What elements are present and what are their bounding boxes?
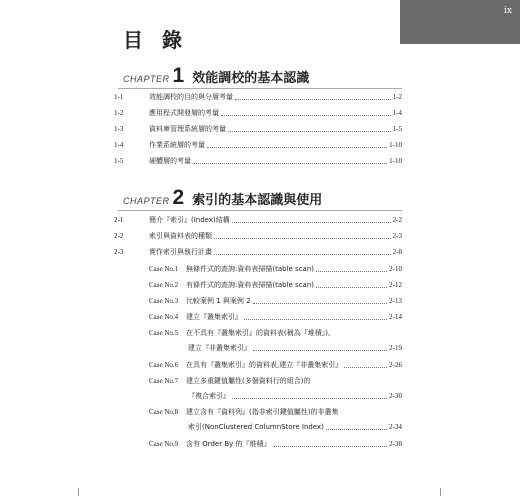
toc-entry[interactable] — [114, 122, 402, 136]
chapter-2-rule — [118, 210, 402, 211]
case-title: 建立多重鍵值屬性(多個資料行的組合)的 — [186, 377, 311, 385]
leader-dots — [214, 245, 391, 255]
leader-dots — [232, 389, 387, 399]
case-title-continued: 『複合索引』 — [188, 392, 230, 400]
case-entry[interactable] — [114, 278, 402, 292]
entry-number: 2-3 — [114, 248, 124, 256]
case-entry[interactable] — [114, 262, 402, 276]
chapter-1-heading — [123, 64, 309, 88]
case-title: 有條件式的查詢:資料表掃描(table scan) — [186, 281, 314, 289]
entry-page: 1-10 — [389, 157, 402, 165]
leader-dots — [253, 341, 387, 351]
toc-title: 目 錄 — [123, 28, 188, 52]
leader-dots — [344, 358, 387, 368]
entry-page: 1-4 — [392, 109, 402, 117]
case-number: Case No.1 — [149, 265, 179, 273]
entry-number: 1-5 — [114, 157, 124, 165]
leader-dots — [235, 90, 391, 100]
entry-title: 作業系統層的考量 — [149, 141, 205, 149]
case-entry-continuation[interactable] — [114, 341, 402, 355]
entry-number: 2-2 — [114, 232, 124, 240]
chapter-title: 索引的基本認識與使用 — [192, 193, 323, 208]
entry-title: 效能調校的目的與分層考量 — [149, 93, 233, 101]
case-page: 2-14 — [389, 313, 402, 321]
case-entry[interactable] — [114, 358, 402, 372]
case-number: Case No.4 — [149, 313, 179, 321]
entry-title: 簡介『索引』(Index)結構 — [149, 216, 230, 224]
case-entry[interactable] — [114, 374, 402, 388]
entry-number: 1-2 — [114, 109, 124, 117]
entry-title: 索引與資料表的種類 — [149, 232, 212, 240]
entry-title: 硬體層的考量 — [149, 157, 191, 165]
case-entry[interactable] — [114, 437, 402, 451]
leader-dots — [273, 437, 388, 447]
toc-entry[interactable] — [114, 213, 402, 227]
leader-dots — [221, 106, 391, 116]
leader-dots — [316, 278, 387, 288]
case-page: 2-10 — [389, 265, 402, 273]
case-page: 2-34 — [389, 423, 402, 431]
entry-title: 應用程式開發層的考量 — [149, 109, 219, 117]
case-title: 無條件式的查詢:資料表掃描(table scan) — [186, 265, 314, 273]
leader-dots — [244, 310, 387, 320]
case-title: 在具有『叢集索引』的資料表,建立『非叢集索引』 — [186, 361, 343, 369]
entry-page: 2-8 — [392, 248, 402, 256]
case-page: 2-19 — [389, 344, 402, 352]
leader-dots — [232, 213, 391, 223]
case-entry[interactable] — [114, 405, 402, 419]
case-page: 2-30 — [389, 392, 402, 400]
entry-title: 資料庫管理系統層的考量 — [149, 125, 226, 133]
crop-mark — [440, 488, 441, 496]
entry-number: 1-4 — [114, 141, 124, 149]
leader-dots — [326, 420, 387, 430]
chapter-2-heading — [123, 186, 322, 210]
case-title: 建立『叢集索引』 — [186, 313, 242, 321]
case-title-continued: 建立『非叢集索引』 — [188, 344, 251, 352]
leader-dots — [228, 122, 391, 132]
case-number: Case No.6 — [149, 361, 179, 369]
crop-mark — [78, 488, 79, 496]
leader-dots — [214, 229, 391, 239]
leader-dots — [207, 138, 387, 148]
case-title: 比較案例 1 與案例 2 — [186, 297, 251, 305]
leader-dots — [316, 262, 387, 272]
toc-entry[interactable] — [114, 90, 402, 104]
case-number: Case No.8 — [149, 408, 179, 416]
chapter-number: 1 — [172, 64, 185, 87]
toc-entry[interactable] — [114, 245, 402, 259]
case-entry-continuation[interactable] — [114, 420, 402, 434]
entry-title: 實作索引與執行計畫 — [149, 248, 212, 256]
case-title: 建立含有『資料列』(指非索引鍵值屬性)的非叢集 — [186, 408, 339, 416]
case-title: 含有 Order By 的『堆積』 — [186, 440, 271, 448]
case-number: Case No.3 — [149, 297, 179, 305]
entry-number: 2-1 — [114, 216, 124, 224]
case-entry[interactable] — [114, 294, 402, 308]
toc-entry[interactable] — [114, 229, 402, 243]
case-title: 在不具有『叢集索引』的資料表(稱為『堆積』), — [186, 329, 331, 337]
case-entry-continuation[interactable] — [114, 389, 402, 403]
page-number: ix — [504, 6, 512, 16]
page-number-tab — [400, 0, 520, 44]
toc-entry[interactable] — [114, 154, 402, 168]
case-entry[interactable] — [114, 310, 402, 324]
case-number: Case No.9 — [149, 440, 179, 448]
chapter-word: CHAPTER — [123, 196, 170, 206]
leader-dots — [253, 294, 388, 304]
entry-number: 1-1 — [114, 93, 124, 101]
chapter-word: CHAPTER — [123, 74, 170, 84]
toc-entry[interactable] — [114, 138, 402, 152]
case-entry[interactable] — [114, 326, 402, 340]
case-page: 2-13 — [389, 297, 402, 305]
entry-page: 2-3 — [392, 232, 402, 240]
case-number: Case No.2 — [149, 281, 179, 289]
chapter-number: 2 — [172, 186, 185, 209]
case-title-continued: 索引(NonClustered ColumnStore Index) — [188, 423, 324, 431]
chapter-title: 效能調校的基本認識 — [192, 71, 310, 86]
case-page: 2-38 — [389, 440, 402, 448]
case-number: Case No.5 — [149, 329, 179, 337]
entry-page: 1-5 — [392, 125, 402, 133]
entry-page: 2-2 — [392, 216, 402, 224]
chapter-1-rule — [118, 88, 402, 89]
toc-entry[interactable] — [114, 106, 402, 120]
case-page: 2-26 — [389, 361, 402, 369]
entry-page: 1-10 — [389, 141, 402, 149]
case-number: Case No.7 — [149, 377, 179, 385]
entry-number: 1-3 — [114, 125, 124, 133]
entry-page: 1-2 — [392, 93, 402, 101]
leader-dots — [193, 154, 387, 164]
case-page: 2-12 — [389, 281, 402, 289]
